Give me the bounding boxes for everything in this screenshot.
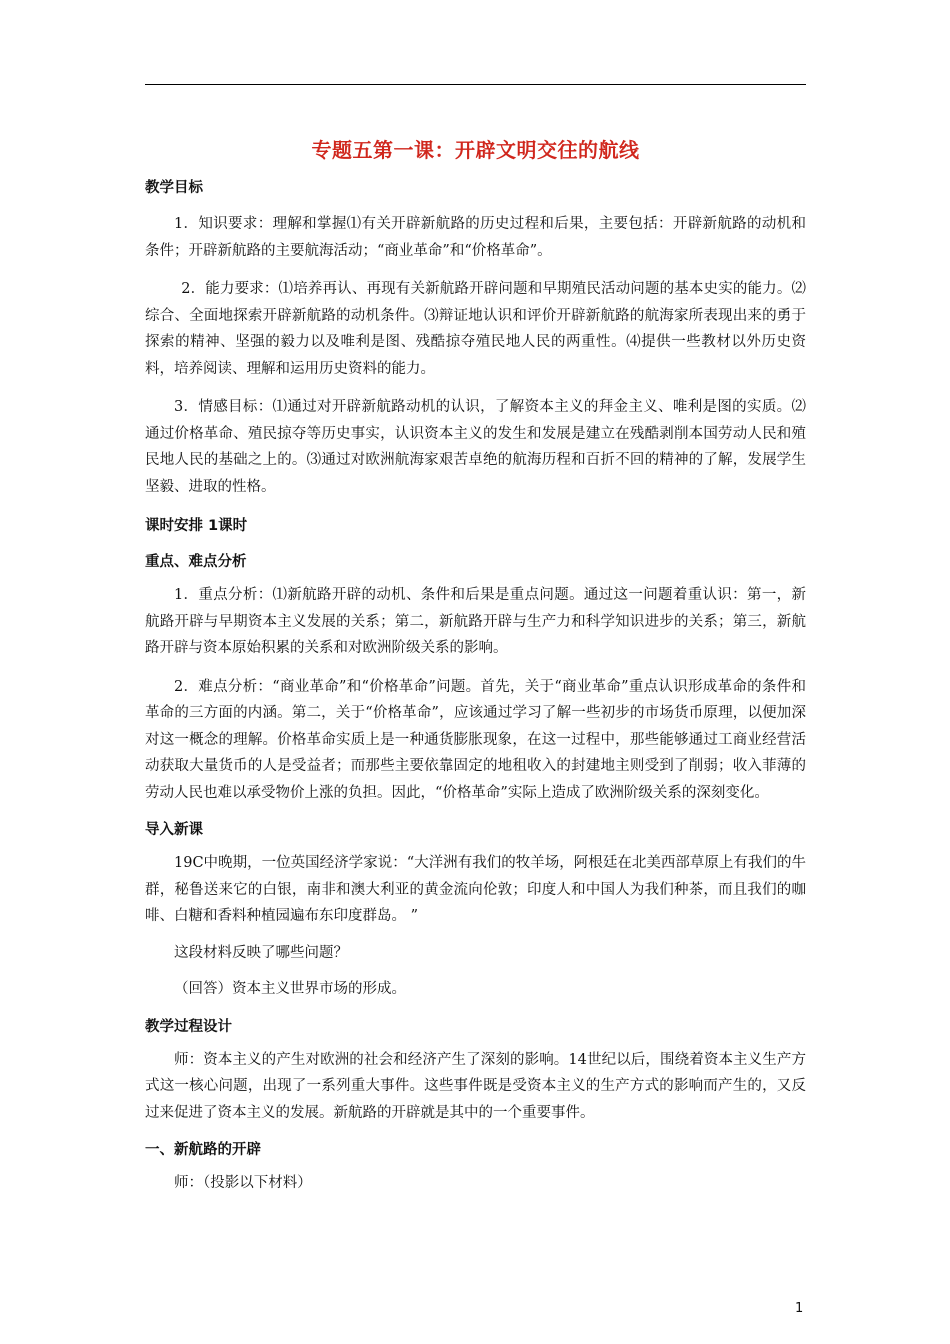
difficulty-analysis: 2．难点分析：“商业革命”和“价格革命”问题。首先，关于“商业革命”重点认识形成革命的条件和革命的三方面的内涵。第二，关于“价格革命”，应该通过学习了解一些初步的市场货币原理，以便加深对这一概念的理解。价格革命实质上是一种通货膨胀现象，在这一过程中，那些能够通过工商业经营活动获取大量货币的人是受益者；而那些主要依靠固定的地租收入的封建地主则受到了削弱；收入菲薄的劳动人民也难以承受物价上涨的负担。因此，“价格革命”实际上造成了欧洲阶级关系的深刻变化。 <box>145 678 806 801</box>
section-heading-intro: 导入新课 <box>145 822 203 838</box>
part1-paragraph: 师：（投影以下材料） <box>174 1175 312 1191</box>
intro-answer: （回答）资本主义世界市场的形成。 <box>174 981 406 997</box>
process-paragraph: 师：资本主义的产生对欧洲的社会和经济产生了深刻的影响。14世纪以后，围绕着资本主义生产方式这一核心问题，出现了一系列重大事件。这些事件既是受资本主义的生产方式的影响而产生的，又反过来促进了资本主义的发展。新航路的开辟就是其中的一个重要事件。 <box>145 1051 806 1121</box>
goal-knowledge: 1．知识要求：理解和掌握⑴有关开辟新航路的历史过程和后果，主要包括：开辟新航路的动机和条件；开辟新航路的主要航海活动；“商业革命”和“价格革命”。 <box>145 216 806 259</box>
section-heading-process: 教学过程设计 <box>145 1018 232 1035</box>
section-heading-schedule: 课时安排 1课时 <box>145 518 248 534</box>
intro-question: 这段材料反映了哪些问题？ <box>174 944 348 961</box>
section-heading-keypoints: 重点、难点分析 <box>145 554 247 570</box>
intro-quote: 19C中晚期，一位英国经济学家说：“大洋洲有我们的牧羊场，阿根廷在北美西部草原上有我们的牛群，秘鲁送来它的白银，南非和澳大利亚的黄金流向伦敦；印度人和中国人为我们种茶，而且我们的咖啡、白糖和香料种植园遍布东印度群岛。 ” <box>145 855 806 924</box>
document-body <box>145 178 806 1197</box>
header-rule <box>145 84 806 85</box>
page-number: 1 <box>795 1301 804 1316</box>
keypoint-analysis: 1．重点分析：⑴新航路开辟的动机、条件和后果是重点问题。通过这一问题着重认识：第一，新航路开辟与早期资本主义发展的关系；第二，新航路开辟与生产力和科学知识进步的关系；第三，新航路开辟与资本原始积累的关系和对欧洲阶级关系的影响。 <box>145 587 806 656</box>
document-title: 专题五第一课：开辟文明交往的航线 <box>311 138 640 162</box>
goal-ability: 2．能力要求：⑴培养再认、再现有关新航路开辟问题和早期殖民活动问题的基本史实的能力。⑵ 综合、全面地探索开辟新航路的动机条件。⑶辩证地认识和评价开辟新航路的航海家所表现出来的勇于探索的精神、坚强的毅力以及唯利是图、残酷掠夺殖民地人民的两重性。⑷提供一些教材以外历史资料，培养阅读、理解和运用历史资料的能力。 <box>145 281 806 377</box>
goal-emotion: 3．情感目标：⑴通过对开辟新航路动机的认识，了解资本主义的拜金主义、唯利是图的实质。⑵通过价格革命、殖民掠夺等历史事实，认识资本主义的发生和发展是建立在残酷剥削本国劳动人民和殖民地人民的基础之上的。⑶通过对欧洲航海家艰苦卓绝的航海历程和百折不回的精神的了解，发展学生坚毅、进取的性格。 <box>145 399 806 495</box>
section-heading-part1: 一、新航路的开辟 <box>145 1142 261 1158</box>
section-heading-goals: 教学目标 <box>145 180 203 196</box>
